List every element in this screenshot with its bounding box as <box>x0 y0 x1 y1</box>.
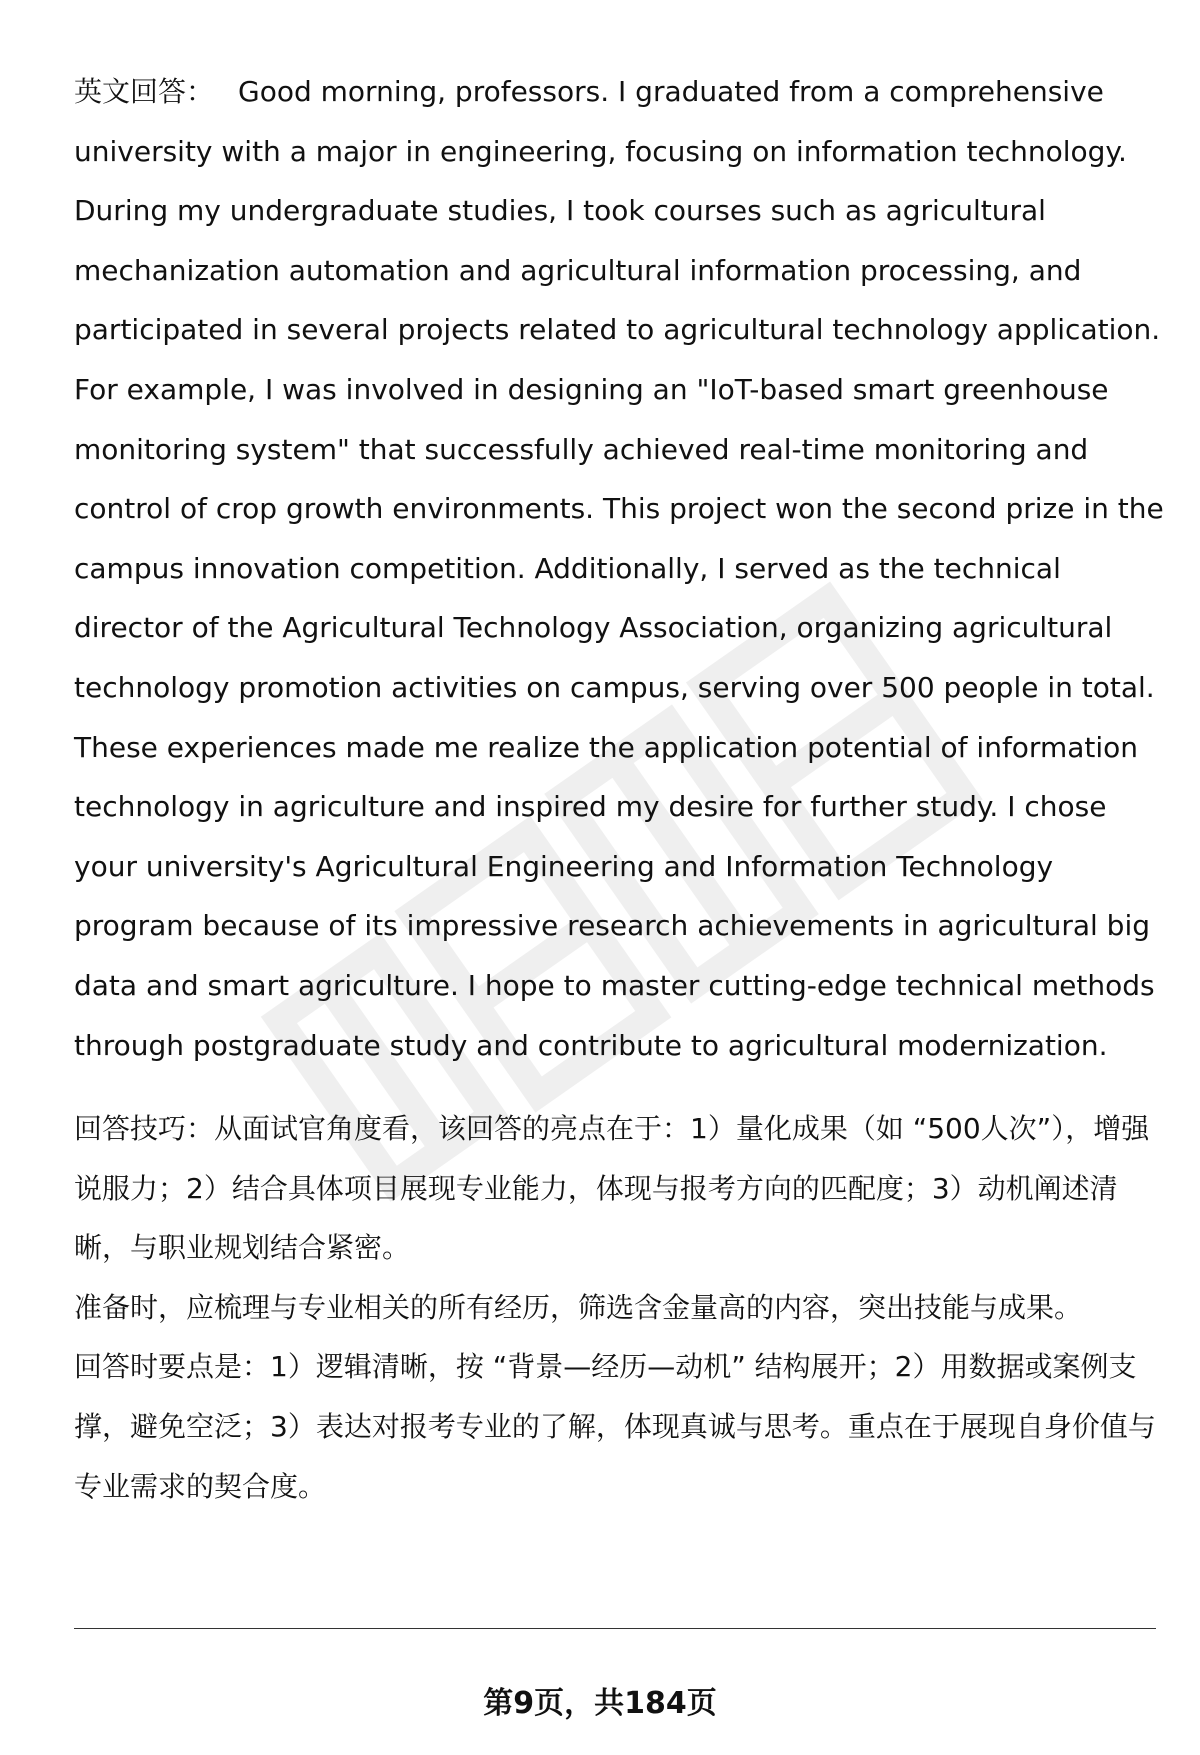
english-answer-label: 英文回答： <box>74 75 215 108</box>
answer-tips-label: 回答技巧： <box>74 1112 215 1146</box>
page-number: 第9页，共184页 <box>483 1686 717 1721</box>
section-gap <box>74 1075 1164 1099</box>
answer-tips-key-points: 回答时要点是：1）逻辑清晰，按 “背景—经历—动机” 结构展开；2）用数据或案例支撑，避免空泛；3）表达对报考专业的了解，体现真诚与思考。重点在于展现自身价值与专业需求的契合度。 <box>74 1350 1156 1503</box>
english-answer-text: Good morning, professors. I graduated from a comprehensive university with a major in engineering, focusing on information technology. During my undergraduate studies, I took courses such as agricultural mechanization automation and agricultural information processing, and participated in several projects related to agricultural technology application. For example, I was involved in designing an "IoT-based smart greenhouse monitoring system" that successfully achieved real-time monitoring and control of crop growth environments. This project won the second prize in the campus innovation competition. Additionally, I served as the technical director of the Agricultural Technology Association, organizing agricultural technology promotion activities on campus, serving over 500 people in total. These experiences made me realize the application potential of information technology in agriculture and inspired my desire for further study. I chose your university's Agricultural Engineering and Information Technology program because of its impressive research achievements in agricultural big data and smart agriculture. I hope to master cutting-edge technical methods through postgraduate study and contribute to agricultural modernization. <box>74 75 1164 1062</box>
answer-tips-paragraph <box>74 1099 1164 1278</box>
english-answer-paragraph <box>74 62 1164 1075</box>
page-content <box>74 62 1164 1516</box>
footer-divider <box>74 1628 1156 1629</box>
answer-tips-preparation: 准备时，应梳理与专业相关的所有经历，筛选含金量高的内容，突出技能与成果。 <box>74 1290 1083 1324</box>
answer-tips-text-1: 从面试官角度看，该回答的亮点在于：1）量化成果（如 “500人次”），增强说服力；2）结合具体项目展现专业能力，体现与报考方向的匹配度；3）动机阐述清晰，与职业规划结合紧密。 <box>74 1112 1150 1265</box>
